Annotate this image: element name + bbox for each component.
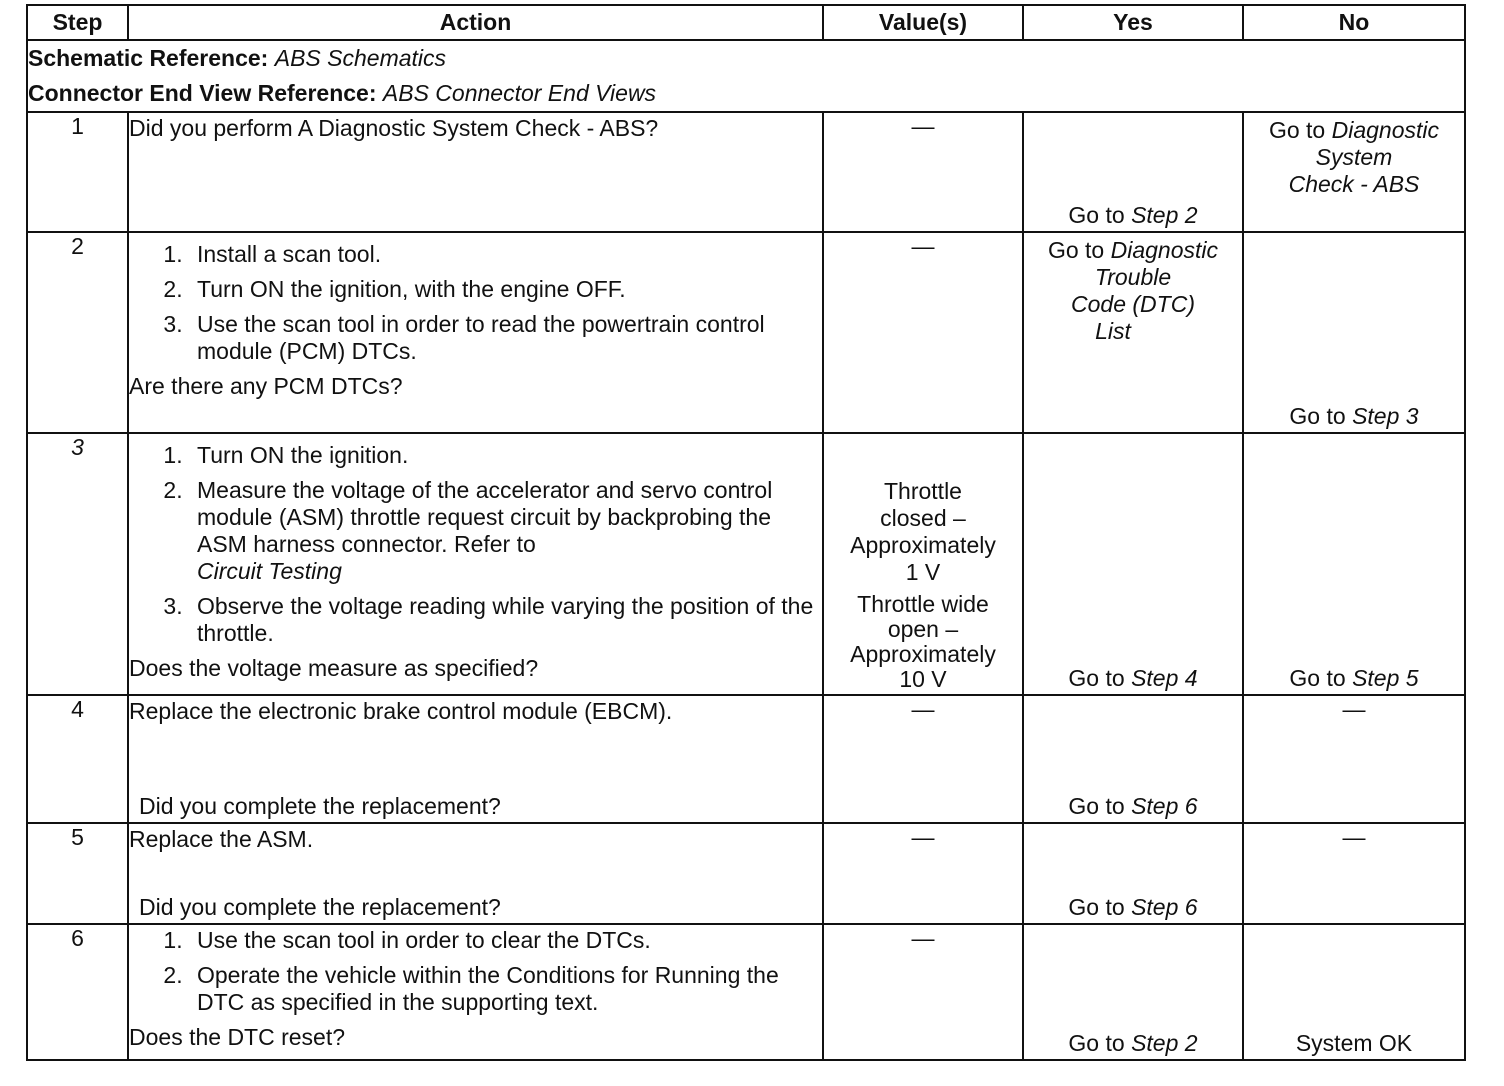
value-cell: — [823,695,1023,823]
action-steps-list [129,241,822,365]
goto-target: Step 2 [1131,202,1198,228]
action-step: 1. Install a scan tool. [189,241,822,268]
header-row [27,5,1465,40]
value-cell [823,433,1023,695]
no-cell [1243,924,1465,1060]
action-text: Did you perform A Diagnostic System Check - ABS? [129,115,659,141]
step-number: 3 [27,433,128,695]
action-steps-list [129,927,822,1016]
reference-row [27,40,1465,112]
goto-label: Go to [1289,403,1346,429]
goto-label: Go to [1068,793,1125,819]
action-question: Does the DTC reset? [129,1024,346,1050]
no-cell [1243,433,1465,695]
yes-goto[interactable] [1024,202,1242,229]
action-question: Does the voltage measure as specified? [129,655,539,681]
no-cell: — [1243,695,1465,823]
action-step: 2. Turn ON the ignition, with the engine OFF. [189,276,822,303]
action-cell [128,823,823,924]
value-line: closed – [880,505,966,531]
action-question: Did you complete the replacement? [139,793,501,819]
yes-goto[interactable] [1024,665,1242,692]
goto-target: Step 5 [1352,665,1419,691]
yes-goto[interactable] [1024,793,1242,820]
table-row-step-6 [27,924,1465,1060]
header-yes: Yes [1023,5,1243,40]
no-cell [1243,112,1465,232]
no-goto[interactable] [1244,113,1464,198]
action-text: Replace the ASM. [129,826,314,852]
yes-cell [1023,232,1243,433]
goto-label: Go to [1268,117,1326,143]
step-number: 2 [27,232,128,433]
header-no: No [1243,5,1465,40]
goto-label: Go to [1068,665,1125,691]
yes-goto[interactable] [1024,894,1242,921]
table-row-step-4 [27,695,1465,823]
goto-target: Step 6 [1131,894,1198,920]
step-number: 6 [27,924,128,1060]
action-step: 3. Use the scan tool in order to read the powertrain control module (PCM) DTCs. [189,311,822,365]
goto-target: Step 3 [1352,403,1419,429]
yes-goto[interactable] [1024,233,1242,345]
table-row-step-3 [27,433,1465,695]
header-values: Value(s) [823,5,1023,40]
connector-reference-label: Connector End View Reference: [28,80,377,106]
yes-goto[interactable] [1024,1030,1242,1057]
value-cell: — [823,112,1023,232]
action-cell [128,695,823,823]
goto-target-line: Diagnostic [1110,237,1219,263]
goto-label: Go to [1068,894,1125,920]
goto-label: Go to [1068,1030,1125,1056]
value-line: Throttle [884,478,962,504]
no-goto[interactable] [1244,403,1464,430]
action-cell [128,924,823,1060]
goto-label: Go to [1289,665,1346,691]
value-line: Throttle wide [857,591,989,617]
action-step: 1. Use the scan tool in order to clear the DTCs. [189,927,822,954]
action-cell [128,433,823,695]
action-step [189,477,822,585]
step-number: 5 [27,823,128,924]
no-result: System OK [1295,1030,1413,1056]
action-step: 3. Observe the voltage reading while varying the position of the throttle. [189,593,822,647]
value-cell: — [823,924,1023,1060]
goto-target-line: Code (DTC) [1071,291,1195,317]
value-line: Approximately [850,532,996,558]
circuit-testing-link[interactable]: Circuit Testing [197,558,342,584]
yes-cell [1023,823,1243,924]
no-cell: — [1243,823,1465,924]
table-row-step-1 [27,112,1465,232]
yes-cell [1023,695,1243,823]
header-action: Action [128,5,823,40]
yes-cell [1023,924,1243,1060]
value-throttle-open [824,592,1022,692]
value-throttle-closed [824,478,1022,586]
connector-reference-link[interactable]: ABS Connector End Views [382,80,657,106]
connector-reference [28,76,1464,111]
yes-cell [1023,112,1243,232]
reference-cell [27,40,1465,112]
goto-target-line: Check - ABS [1288,171,1420,197]
action-step-text: Measure the voltage of the accelerator and servo control module (ASM) throttle request circuit by backprobing the ASM harness connector. Refer to [197,477,773,557]
goto-target: Step 6 [1131,793,1198,819]
step-number: 4 [27,695,128,823]
goto-label: Go to [1068,202,1125,228]
goto-target: Step 4 [1131,665,1198,691]
action-question: Are there any PCM DTCs? [129,373,403,399]
table-row-step-5 [27,823,1465,924]
value-line: 10 V [899,666,947,692]
step-number: 1 [27,112,128,232]
value-line: 1 V [905,559,941,585]
value-line: open – [887,616,959,642]
no-cell [1243,232,1465,433]
diagnostic-table [26,4,1466,1061]
goto-target: Step 2 [1131,1030,1198,1056]
goto-target-line: System [1315,144,1393,170]
goto-target-line: Trouble [1094,264,1172,290]
action-question: Did you complete the replacement? [139,894,501,920]
header-step: Step [27,5,128,40]
schematic-reference-label: Schematic Reference: [28,45,269,71]
action-cell [128,232,823,433]
action-step: 1. Turn ON the ignition. [189,442,822,469]
action-text: Replace the electronic brake control module (EBCM). [129,698,673,724]
action-step: 2. Operate the vehicle within the Conditions for Running the DTC as specified in the supporting text. [189,962,822,1016]
goto-label: Go to [1047,237,1105,263]
schematic-reference [28,41,1464,76]
schematic-reference-link[interactable]: ABS Schematics [274,45,447,71]
goto-target-line: Diagnostic [1331,117,1440,143]
value-cell: — [823,232,1023,433]
yes-cell [1023,433,1243,695]
action-cell [128,112,823,232]
no-goto[interactable] [1244,665,1464,692]
value-line: Approximately [850,641,996,667]
table-row-step-2 [27,232,1465,433]
action-steps-list [129,442,822,647]
goto-target-line: List [1095,318,1131,344]
value-cell: — [823,823,1023,924]
